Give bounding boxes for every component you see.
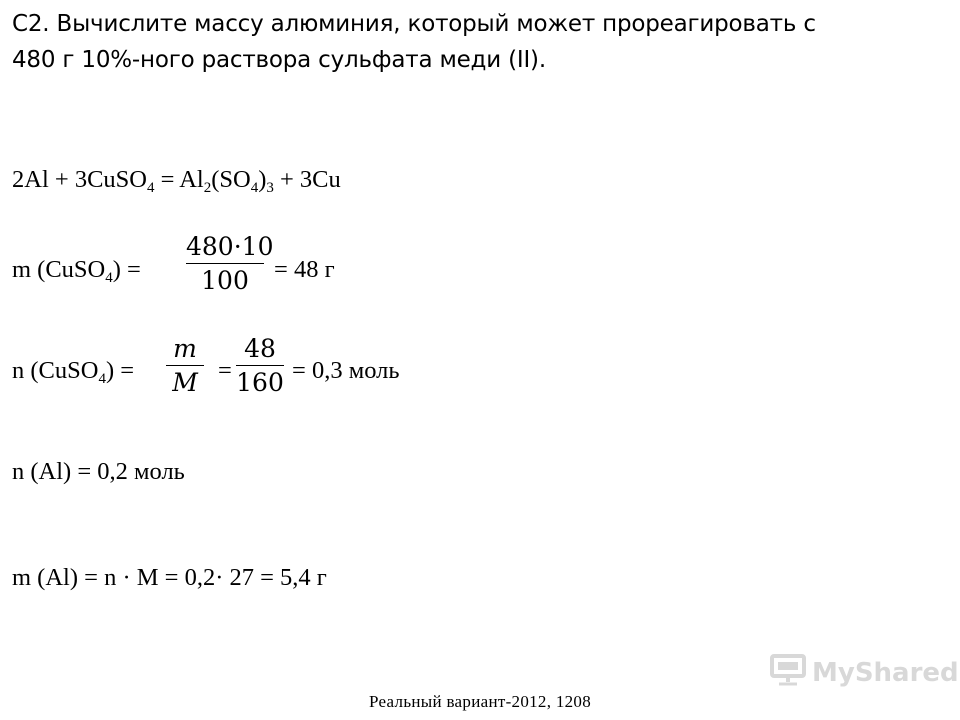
equation-text: ): [258, 166, 267, 193]
fraction-numerator: m: [173, 334, 197, 363]
fraction-numerator: 480·10: [186, 232, 274, 261]
equation-subscript: 3: [266, 180, 274, 196]
equation-text: (SO: [211, 166, 251, 193]
fraction-denominator: M: [172, 368, 198, 397]
equals-sign: =: [218, 357, 232, 384]
formula-subscript: 4: [105, 270, 113, 286]
slide-footer: Реальный вариант-2012, 1208: [368, 692, 592, 711]
formula-text: ) =: [112, 256, 141, 283]
equation-text: 2Al + 3CuSO: [12, 166, 147, 193]
task-statement: [12, 6, 942, 78]
fraction-denominator: 160: [236, 368, 284, 397]
mass-al-line: m (Al) = n · M = 0,2· 27 = 5,4 г: [12, 564, 327, 591]
equation-subscript: 4: [146, 180, 155, 196]
moles-al-line: n (Al) = 0,2 моль: [12, 458, 185, 485]
equation-subscript: 4: [250, 180, 259, 196]
fraction-bar: [236, 365, 284, 366]
formula-text: m (CuSO: [12, 256, 106, 283]
molar-formula-fraction: [166, 336, 204, 395]
mass-cuso4-lhs: [12, 256, 141, 284]
equation-text: + 3Cu: [273, 166, 341, 193]
moles-cuso4-result: = 0,3 моль: [292, 357, 400, 384]
moles-cuso4-lhs: [12, 357, 134, 385]
equation-text: = Al: [154, 166, 204, 193]
logo-text: MyShared: [812, 658, 959, 688]
presentation-icon: [770, 654, 806, 693]
mass-cuso4-result: = 48 г: [274, 256, 335, 283]
task-line-1: С2. Вычислите массу алюминия, который может прореагировать с: [12, 11, 816, 37]
fraction-bar: [166, 365, 204, 366]
myshared-logo: [770, 656, 959, 690]
reaction-equation: [12, 166, 341, 194]
formula-text: ) =: [105, 357, 135, 384]
formula-subscript: 4: [98, 371, 106, 387]
fraction-numerator: 48: [244, 334, 276, 363]
fraction-denominator: 100: [201, 266, 249, 295]
formula-text: n (CuSO: [12, 357, 99, 384]
task-line-2: 480 г 10%-ного раствора сульфата меди (II).: [12, 47, 546, 73]
mass-cuso4-fraction: [186, 232, 274, 295]
equation-subscript: 2: [203, 180, 212, 196]
moles-cuso4-fraction: [236, 336, 284, 395]
fraction-bar: [186, 263, 264, 264]
